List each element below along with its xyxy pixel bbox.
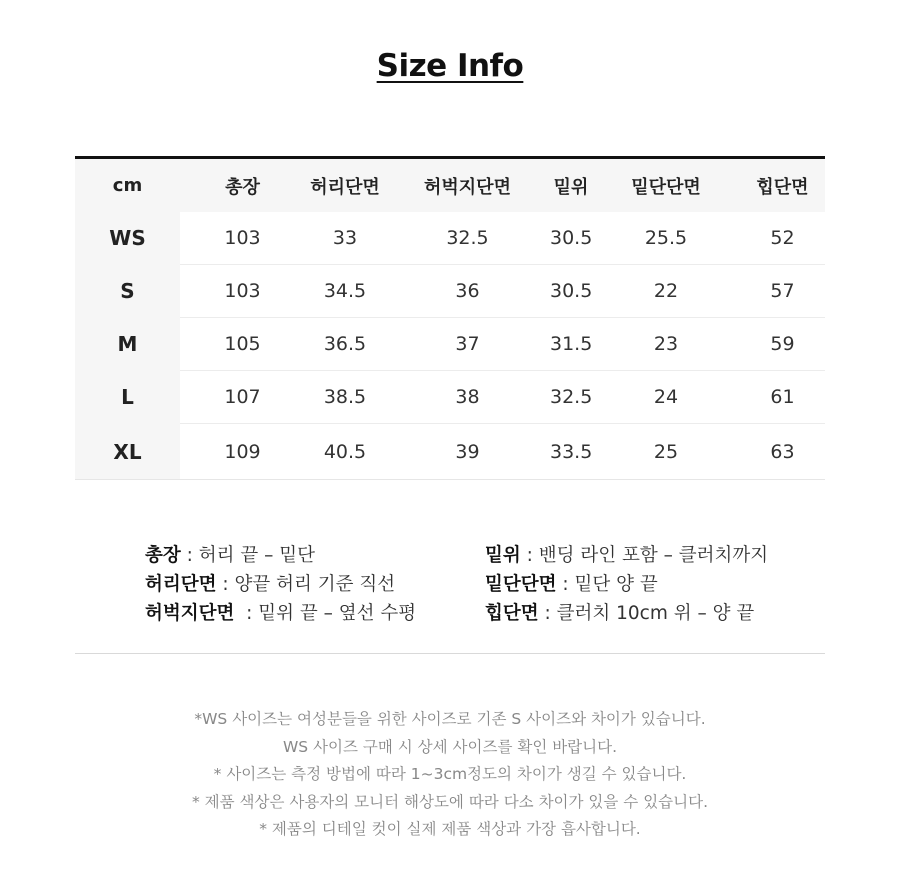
table-cell: 40.5 (305, 424, 385, 480)
table-cell: 39 (385, 424, 550, 480)
size-label-cell: L (75, 371, 180, 424)
definition-term: 허리단면 (145, 574, 217, 595)
table-cell: 103 (180, 212, 305, 265)
table-header-row (75, 159, 825, 212)
definition-item (485, 574, 825, 595)
note-line: * 사이즈는 측정 방법에 따라 1~3cm정도의 차이가 생길 수 있습니다. (213, 765, 687, 783)
note-line: WS 사이즈 구매 시 상세 사이즈를 확인 바랍니다. (282, 737, 618, 756)
table-cell: 105 (180, 318, 305, 371)
table-row (75, 318, 825, 371)
size-label-cell: WS (75, 212, 180, 265)
header-cell-unit: cm (75, 159, 180, 212)
header-cell-total-length: 총장 (180, 159, 305, 212)
table-cell: 36 (385, 265, 550, 318)
definition-term: 총장 (145, 545, 181, 566)
table-row (75, 371, 825, 424)
definition-desc: : 클러치 10cm 위 – 양 끝 (538, 603, 755, 624)
header-cell-rise: 밑위 (550, 159, 592, 212)
size-label-cell: XL (75, 424, 180, 480)
table-cell: 31.5 (550, 318, 592, 371)
definition-item (145, 574, 485, 595)
definition-desc: : 밴딩 라인 포함 – 클러치까지 (520, 545, 769, 566)
table-cell: 22 (592, 265, 740, 318)
note-line: *WS 사이즈는 여성분들을 위한 사이즈로 기존 S 사이즈와 차이가 있습니다. (194, 710, 706, 728)
size-label-cell: S (75, 265, 180, 318)
table-cell: 30.5 (550, 212, 592, 265)
table-cell: 61 (740, 371, 825, 424)
table-cell: 25 (592, 424, 740, 480)
definition-term: 밑위 (485, 545, 521, 566)
section-divider (75, 653, 825, 654)
definition-term: 허벅지단면 (145, 603, 235, 624)
table-cell: 59 (740, 318, 825, 371)
table-cell: 33 (305, 212, 385, 265)
header-cell-thigh: 허벅지단면 (385, 159, 550, 212)
definition-item (485, 545, 825, 566)
notes (0, 706, 900, 844)
table-row (75, 424, 825, 480)
definition-term: 밑단단면 (485, 574, 557, 595)
page-title (0, 48, 900, 84)
definition-item (145, 545, 485, 566)
page-title-text: Size Info (376, 48, 524, 84)
table-cell: 63 (740, 424, 825, 480)
table-cell: 33.5 (550, 424, 592, 480)
table-cell: 107 (180, 371, 305, 424)
table-cell: 103 (180, 265, 305, 318)
table-cell: 32.5 (550, 371, 592, 424)
note-line: * 제품의 디테일 컷이 실제 제품 색상과 가장 흡사합니다. (259, 820, 641, 838)
definition-desc: : 양끝 허리 기준 직선 (216, 574, 396, 595)
table-cell: 57 (740, 265, 825, 318)
table-cell: 23 (592, 318, 740, 371)
table-cell: 38 (385, 371, 550, 424)
size-label-cell: M (75, 318, 180, 371)
definition-desc: : 밑위 끝 – 옆선 수평 (234, 603, 417, 624)
table-cell: 34.5 (305, 265, 385, 318)
table-cell: 36.5 (305, 318, 385, 371)
definition-desc: : 허리 끝 – 밑단 (180, 545, 315, 566)
table-cell: 52 (740, 212, 825, 265)
definition-term: 힙단면 (485, 603, 539, 624)
definition-item (145, 603, 485, 624)
table-cell: 30.5 (550, 265, 592, 318)
table-cell: 37 (385, 318, 550, 371)
header-cell-hip: 힙단면 (740, 159, 825, 212)
table-cell: 38.5 (305, 371, 385, 424)
table-cell: 32.5 (385, 212, 550, 265)
header-cell-waist: 허리단면 (305, 159, 385, 212)
table-cell: 24 (592, 371, 740, 424)
definition-desc: : 밑단 양 끝 (556, 574, 658, 595)
table-cell: 109 (180, 424, 305, 480)
header-cell-hem: 밑단단면 (592, 159, 740, 212)
note-line: * 제품 색상은 사용자의 모니터 해상도에 따라 다소 차이가 있을 수 있습니다. (191, 792, 709, 811)
measurement-definitions (145, 545, 825, 624)
table-row (75, 212, 825, 265)
table-row (75, 265, 825, 318)
table-cell: 25.5 (592, 212, 740, 265)
definition-item (485, 603, 825, 624)
size-table (75, 156, 825, 480)
